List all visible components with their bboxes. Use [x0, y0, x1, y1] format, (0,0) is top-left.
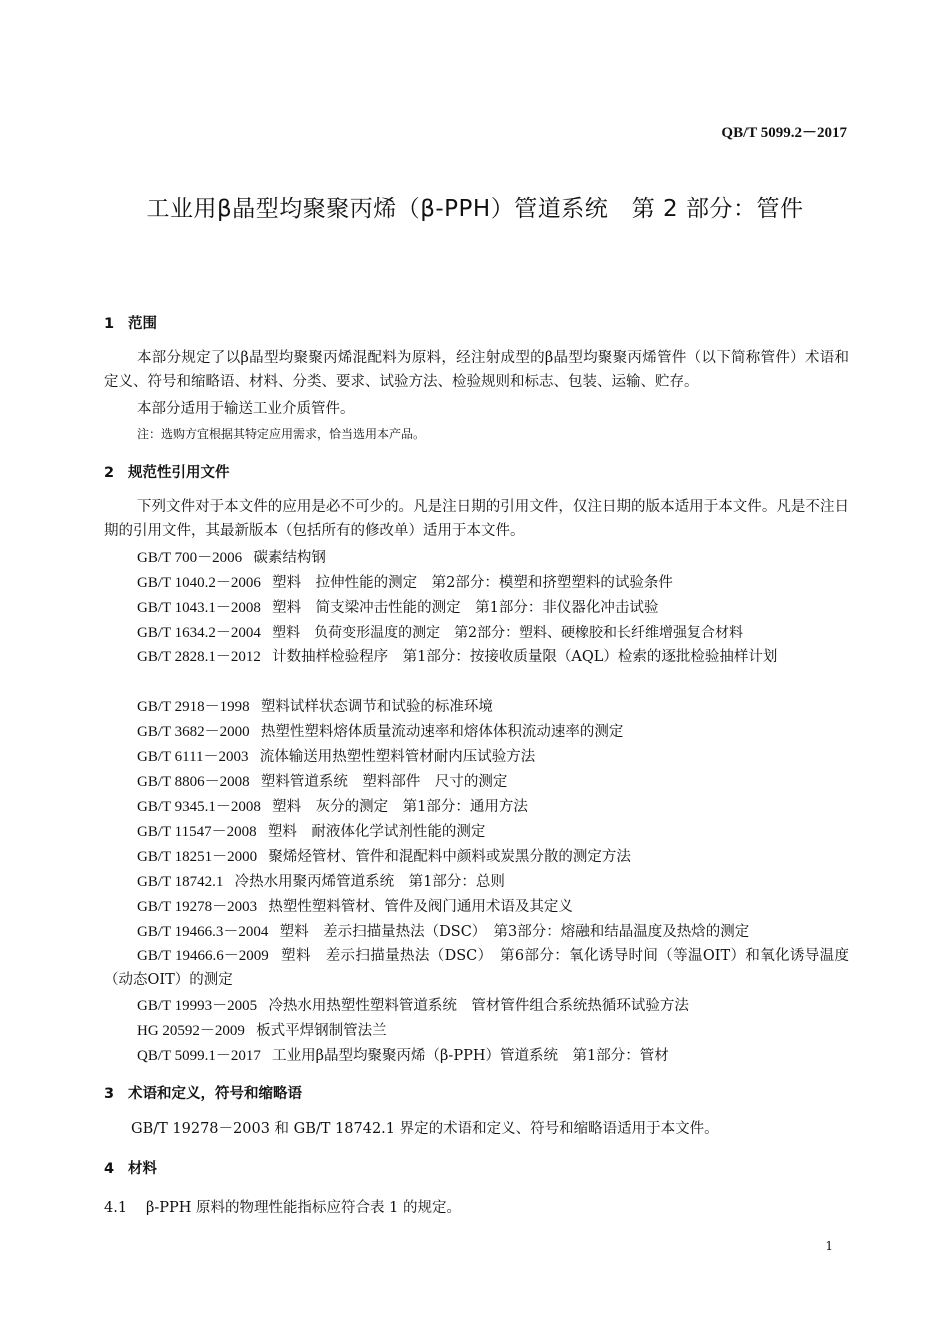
reference-code: GB/T 3682－2000 [137, 724, 250, 740]
section-title: 材料 [128, 1161, 157, 1177]
reference-code: GB/T 18742.1 [137, 874, 224, 890]
reference-code: HG 20592－2009 [137, 1023, 245, 1039]
reference-item [137, 1044, 669, 1065]
reference-title: 塑料管道系统 塑料部件 尺寸的测定 [260, 774, 508, 790]
reference-item-wrapped [104, 944, 849, 992]
clause-number: 4.1 [104, 1200, 128, 1216]
reference-item [137, 571, 673, 592]
standard-code: QB/T 5099.2－2017 [721, 125, 847, 141]
reference-item [137, 820, 485, 841]
reference-title: 冷热水用聚丙烯管道系统 第1部分：总则 [234, 874, 505, 890]
reference-code: GB/T 8806－2008 [137, 774, 250, 790]
section-3-heading [104, 1082, 302, 1103]
reference-code: GB/T 18251－2000 [137, 849, 258, 865]
reference-code: GB/T 700－2006 [137, 550, 243, 566]
reference-item [137, 596, 658, 617]
reference-code: GB/T 19466.6－2009 [137, 948, 269, 964]
reference-item [137, 845, 631, 866]
terms-text: GB/T 19278－2003 和 GB/T 18742.1 界定的术语和定义、符号和缩略语适用于本文件。 [131, 1121, 719, 1137]
reference-item [137, 870, 505, 891]
reference-title: 碳素结构钢 [253, 550, 326, 566]
reference-code: GB/T 11547－2008 [137, 824, 257, 840]
reference-title: 塑料 灰分的测定 第1部分：通用方法 [272, 799, 528, 815]
reference-title: 热塑性塑料管材、管件及阀门通用术语及其定义 [268, 899, 573, 915]
section-1-heading [104, 312, 157, 333]
reference-title: 板式平焊钢制管法兰 [256, 1023, 387, 1039]
reference-item-wrapped [104, 645, 849, 669]
section-number: 1 [104, 316, 115, 332]
normative-intro: 下列文件对于本文件的应用是必不可少的。凡是注日期的引用文件，仅注日期的版本适用于本文件。凡是不注日期的引用文件，其最新版本（包括所有的修改单）适用于本文件。 [104, 499, 849, 539]
reference-title: 塑料 耐液体化学试剂性能的测定 [267, 824, 486, 840]
reference-item [137, 770, 507, 791]
reference-code: GB/T 1043.1－2008 [137, 600, 261, 616]
section-title: 术语和定义，符号和缩略语 [128, 1086, 302, 1102]
reference-title: 塑料 拉伸性能的测定 第2部分：模塑和挤塑塑料的试验条件 [272, 575, 673, 591]
section-4-heading [104, 1157, 157, 1178]
reference-item [137, 1019, 387, 1040]
reference-item [137, 895, 573, 916]
page-number: 1 [825, 1239, 833, 1253]
reference-item [137, 795, 528, 816]
reference-title: 聚烯烃管材、管件和混配料中颜料或炭黑分散的测定方法 [268, 849, 631, 865]
section-2-heading [104, 461, 230, 482]
reference-code: GB/T 2828.1－2012 [137, 649, 261, 665]
reference-title: 塑料试样状态调节和试验的标准环境 [260, 699, 493, 715]
scope-paragraph: 本部分规定了以β晶型均聚聚丙烯混配料为原料，经注射成型的β晶型均聚聚丙烯管件（以下简称管件）术语和定义、符号和缩略语、材料、分类、要求、试验方法、检验规则和标志、包装、运输、贮存。 [104, 350, 849, 390]
document-title: 工业用β晶型均聚聚丙烯（β-PPH）管道系统 第 2 部分：管件 [146, 196, 804, 222]
reference-code: GB/T 2918－1998 [137, 699, 250, 715]
scope-note: 注：选购方宜根据其特定应用需求，恰当选用本产品。 [137, 427, 426, 441]
reference-title: 计数抽样检验程序 第1部分：按接收质量限（AQL）检索的逐批检验抽样计划 [272, 649, 778, 665]
section-number: 2 [104, 465, 115, 481]
reference-title: 冷热水用热塑性塑料管道系统 管材管件组合系统热循环试验方法 [268, 998, 689, 1014]
reference-item [137, 621, 743, 642]
scope-applicability: 本部分适用于输送工业介质管件。 [137, 401, 355, 417]
reference-title: 塑料 负荷变形温度的测定 第2部分：塑料、硬橡胶和长纤维增强复合材料 [272, 625, 744, 641]
section-number: 3 [104, 1086, 115, 1102]
reference-title: 流体输送用热塑性塑料管材耐内压试验方法 [259, 749, 536, 765]
section-title: 规范性引用文件 [128, 465, 230, 481]
reference-title: 塑料 差示扫描量热法（DSC） 第6部分：氧化诱导时间（等温OIT）和氧化诱导温度（动态OIT）的测定 [104, 948, 850, 988]
section-title: 范围 [128, 316, 157, 332]
clause-text: β-PPH 原料的物理性能指标应符合表 1 的规定。 [146, 1200, 461, 1216]
reference-code: GB/T 6111－2003 [137, 749, 249, 765]
reference-code: GB/T 9345.1－2008 [137, 799, 261, 815]
reference-item [137, 695, 493, 716]
reference-item [137, 546, 326, 567]
reference-title: 塑料 简支梁冲击性能的测定 第1部分：非仪器化冲击试验 [272, 600, 659, 616]
reference-code: GB/T 1634.2－2004 [137, 625, 261, 641]
reference-code: GB/T 19466.3－2004 [137, 924, 269, 940]
reference-code: GB/T 19993－2005 [137, 998, 258, 1014]
reference-code: GB/T 1040.2－2006 [137, 575, 261, 591]
clause-4-1 [104, 1196, 461, 1217]
section-number: 4 [104, 1161, 115, 1177]
reference-code: GB/T 19278－2003 [137, 899, 258, 915]
reference-item [137, 920, 749, 941]
reference-code: QB/T 5099.1－2017 [137, 1048, 261, 1064]
reference-item [137, 994, 689, 1015]
reference-title: 塑料 差示扫描量热法（DSC） 第3部分：熔融和结晶温度及热焓的测定 [279, 924, 750, 940]
reference-title: 工业用β晶型均聚聚丙烯（β-PPH）管道系统 第1部分：管材 [272, 1048, 669, 1064]
reference-item [137, 720, 623, 741]
reference-item [137, 745, 535, 766]
reference-title: 热塑性塑料熔体质量流动速率和熔体体积流动速率的测定 [260, 724, 624, 740]
